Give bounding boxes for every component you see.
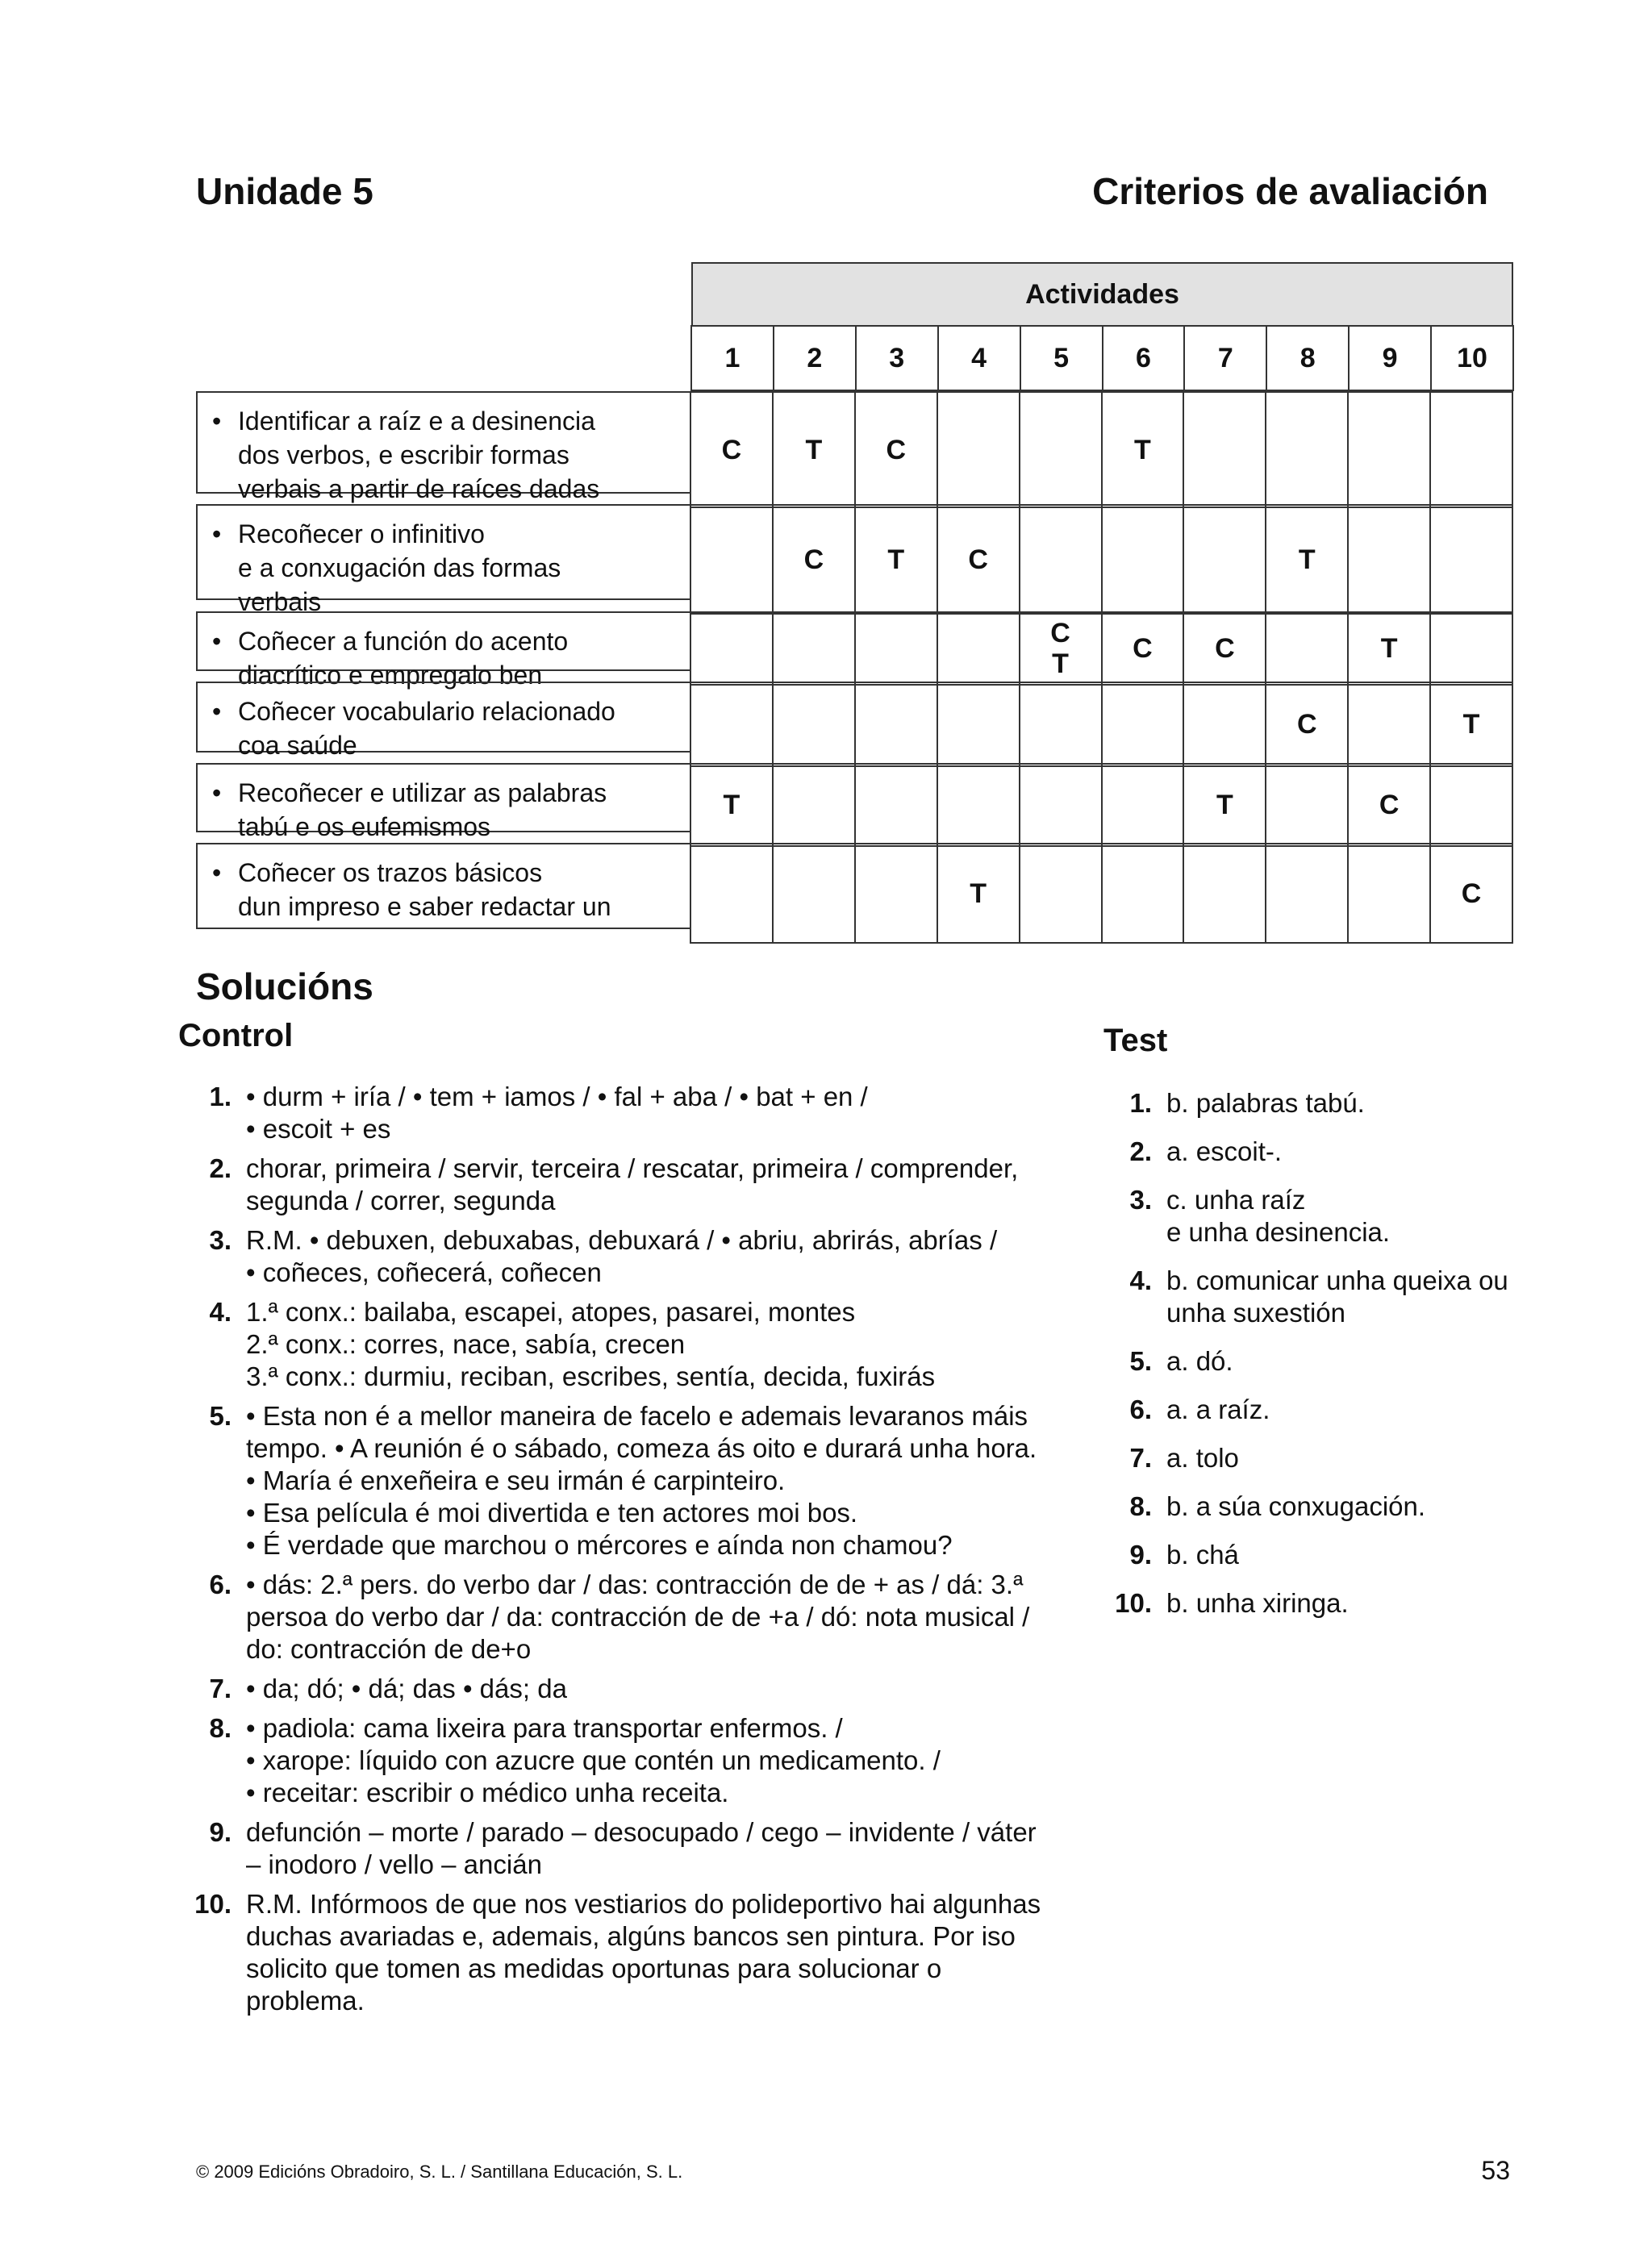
answer-text [1166,1490,1425,1523]
answer-line: • Esta non é a mellor maneira de facelo e ademais levaranos máis [246,1401,1028,1431]
answer-line: • xarope: líquido con azucre que contén un medicamento. / [246,1745,941,1775]
answer-number: 10. [1115,1588,1152,1618]
criteria-cells [691,611,1513,686]
unit-title: Unidade 5 [196,170,373,212]
answer-number: 2. [209,1153,232,1183]
criteria-cell [1183,504,1266,615]
criterion-text [196,843,691,929]
criterion-line: e a conxugación das formas [238,553,561,582]
criteria-cell [1347,504,1431,615]
answer-line: • dás: 2.ª pers. do verbo dar / das: contracción de de + as / dá: 3.ª [246,1570,1024,1599]
criteria-cell [1265,611,1349,686]
answer-line: • coñeces, coñecerá, coñecen [246,1257,602,1287]
criteria-cell: C [854,391,938,508]
criteria-cell [1429,763,1513,847]
criteria-cell [854,763,938,847]
criteria-cell [854,843,938,944]
criteria-cell [690,504,774,615]
answer-number: 10. [194,1889,232,1919]
answer-number: 9. [1129,1540,1152,1570]
activity-number: 5 [1020,325,1103,391]
answer-number: 1. [1129,1088,1152,1118]
answer-number: 3. [209,1225,232,1255]
test-answer [1103,1539,1587,1571]
criterion-line: coa saúde [238,731,357,760]
control-answer [178,1081,1082,1145]
criterion-line: Recoñecer o infinitivo [238,519,485,548]
test-answer [1103,1587,1587,1620]
answer-text [1166,1345,1233,1378]
answer-line: b. palabras tabú. [1166,1088,1365,1118]
control-answer [178,1712,1082,1809]
answer-text [1166,1587,1349,1620]
criterion-text [196,611,691,690]
criteria-cell: C T [1019,611,1103,686]
answer-line: do: contracción de de+o [246,1634,532,1664]
criteria-row [196,763,1513,847]
criteria-cell [1183,391,1266,508]
criteria-cell [1265,763,1349,847]
answer-line: • receitar: escribir o médico unha receita. [246,1778,729,1807]
answer-line: segunda / correr, segunda [246,1186,556,1215]
answer-line: R.M. Infórmoos de que nos vestiarios do polideportivo hai algunhas [246,1889,1041,1919]
answer-text [1166,1265,1508,1329]
control-answer [178,1296,1082,1393]
criterion-text [196,763,691,841]
answer-text [1166,1184,1390,1249]
criterion-text [196,504,691,616]
answer-line: problema. [246,1986,365,2016]
criteria-cell [1429,611,1513,686]
criteria-cell: T [772,391,856,508]
answer-text [1166,1394,1270,1426]
criteria-row [196,843,1513,944]
criteria-cell [690,843,774,944]
test-answer [1103,1087,1587,1119]
criterion-text [196,391,691,503]
criteria-row [196,611,1513,690]
criteria-cell [1347,391,1431,508]
criteria-cell: C [937,504,1020,615]
answer-text [1166,1539,1239,1571]
answer-line: 2.ª conx.: corres, nace, sabía, crecen [246,1329,686,1359]
criteria-cell: C [772,504,856,615]
control-answer [178,1224,1082,1289]
answer-text [1166,1087,1365,1119]
answer-text [246,1081,868,1145]
criteria-cell [1183,843,1266,944]
answer-line: • Esa película é moi divertida e ten actores moi bos. [246,1498,858,1528]
answer-number: 5. [209,1401,232,1431]
activity-number: 8 [1266,325,1350,391]
answer-number: 6. [1129,1395,1152,1424]
answer-line: 1.ª conx.: bailaba, escapei, atopes, pasarei, montes [246,1297,856,1327]
answer-text [246,1888,1041,2017]
answer-line: a. dó. [1166,1346,1233,1376]
criteria-cell: T [690,763,774,847]
answer-line: unha suxestión [1166,1298,1345,1328]
criteria-cell: T [1265,504,1349,615]
criterion-line: Coñecer a función do acento [238,627,569,656]
criteria-cell [1101,843,1185,944]
criteria-cell [772,843,856,944]
answer-number: 4. [209,1297,232,1327]
activity-number: 2 [773,325,857,391]
test-answer [1103,1265,1587,1329]
bullet-icon: • [212,406,222,436]
criteria-cell [854,682,938,767]
criterion-line: tabú e os eufemismos [238,812,491,841]
criteria-cell [937,611,1020,686]
criteria-cell [937,763,1020,847]
answer-line: • da; dó; • dá; das • dás; da [246,1674,567,1703]
criteria-cell [1347,843,1431,944]
criteria-cell: T [1429,682,1513,767]
answer-line: b. comunicar unha queixa ou [1166,1265,1508,1295]
criteria-row [196,682,1513,767]
control-title: Control [178,1018,294,1053]
answer-text [246,1296,935,1393]
criteria-cell [937,682,1020,767]
criteria-cell [1019,391,1103,508]
activity-number: 7 [1183,325,1267,391]
criteria-cell [854,611,938,686]
answer-text [1166,1442,1239,1474]
criteria-cell [1265,843,1349,944]
answer-line: – inodoro / vello – ancián [246,1849,542,1879]
answer-line: • durm + iría / • tem + iamos / • fal + aba / • bat + en / [246,1082,868,1111]
answer-number: 8. [209,1713,232,1743]
criteria-cell [1019,504,1103,615]
criteria-cell: C [1429,843,1513,944]
control-answer [178,1888,1082,2017]
test-answer [1103,1136,1587,1168]
answer-number: 8. [1129,1491,1152,1521]
test-answer [1103,1184,1587,1249]
answer-text [246,1400,1037,1561]
answer-line: e unha desinencia. [1166,1217,1391,1247]
test-answers-list [1103,1087,1587,1636]
answer-number: 5. [1129,1346,1152,1376]
bullet-icon: • [212,858,222,887]
criteria-cells [691,682,1513,767]
answer-text [246,1569,1029,1666]
criteria-row [196,391,1513,508]
criteria-cell [772,763,856,847]
page-number: 53 [1481,2156,1510,2185]
criteria-cell [1019,843,1103,944]
criteria-cell [1429,391,1513,508]
answer-line: 3.ª conx.: durmiu, reciban, escribes, sentía, decida, fuxirás [246,1361,936,1391]
criterion-line: dos verbos, e escribir formas [238,440,569,469]
answer-line: • María é enxeñeira e seu irmán é carpinteiro. [246,1465,786,1495]
solutions-title: Solucións [196,965,373,1007]
criterion-line: dun impreso e saber redactar un [238,892,611,921]
criterion-line: verbais a partir de raíces dadas [238,474,600,503]
criteria-cell: T [1347,611,1431,686]
test-answer [1103,1394,1587,1426]
answer-line: • É verdade que marchou o mércores e aínda non chamou? [246,1530,953,1560]
criterion-text [196,682,691,760]
criteria-cell: T [1101,391,1185,508]
criteria-cell [690,611,774,686]
bullet-icon: • [212,697,222,726]
criteria-cell: T [1183,763,1266,847]
criteria-cell [1429,504,1513,615]
answer-number: 9. [209,1817,232,1847]
control-answer [178,1153,1082,1217]
answer-text [246,1673,567,1705]
test-answer [1103,1345,1587,1378]
criterion-line: Coñecer os trazos básicos [238,858,543,887]
criteria-cell [1019,682,1103,767]
activity-number: 4 [937,325,1021,391]
answer-number: 4. [1129,1265,1152,1295]
criteria-cells [691,504,1513,615]
answer-line: a. tolo [1166,1443,1239,1473]
criteria-cell [1101,763,1185,847]
criteria-cell [1347,682,1431,767]
criteria-table [196,262,1513,944]
answer-text [1166,1136,1282,1168]
answer-line: R.M. • debuxen, debuxabas, debuxará / • abriu, abrirás, abrías / [246,1225,998,1255]
bullet-icon: • [212,627,222,656]
answer-line: solicito que tomen as medidas oportunas para solucionar o [246,1953,942,1983]
criteria-cell [1265,391,1349,508]
answer-line: a. a raíz. [1166,1395,1270,1424]
bullet-icon: • [212,519,222,548]
criterion-line: diacrítico e empregalo ben [238,661,543,690]
answer-number: 3. [1129,1185,1152,1215]
criterion-line: verbais [238,587,322,616]
answer-line: duchas avariadas e, ademais, algúns bancos sen pintura. Por iso [246,1921,1016,1951]
activity-number: 6 [1102,325,1186,391]
answer-number: 7. [1129,1443,1152,1473]
answer-number: 1. [209,1082,232,1111]
criteria-cell [1101,504,1185,615]
criteria-cell: C [1347,763,1431,847]
criteria-cell [690,682,774,767]
criteria-cell [1183,682,1266,767]
test-title: Test [1103,1023,1168,1058]
criteria-cell [1019,763,1103,847]
answer-text [246,1224,997,1289]
criteria-cells [691,843,1513,944]
criteria-cell [772,611,856,686]
criteria-cells [691,763,1513,847]
activity-numbers-row [691,325,1513,391]
criteria-cell: C [1183,611,1266,686]
criteria-cell [772,682,856,767]
answer-line: chorar, primeira / servir, terceira / rescatar, primeira / comprender, [246,1153,1019,1183]
test-answer [1103,1442,1587,1474]
answer-line: b. a súa conxugación. [1166,1491,1426,1521]
criteria-cells [691,391,1513,508]
answer-line: persoa do verbo dar / da: contracción de de +a / dó: nota musical / [246,1602,1030,1632]
answer-line: b. unha xiringa. [1166,1588,1349,1618]
control-answers-list [178,1081,1082,2024]
activities-header: Actividades [691,262,1513,327]
activity-number: 9 [1348,325,1432,391]
answer-text [246,1712,941,1809]
control-answer [178,1673,1082,1705]
criterion-line: Identificar a raíz e a desinencia [238,406,595,436]
answer-line: c. unha raíz [1166,1185,1306,1215]
control-answer [178,1400,1082,1561]
answer-line: • escoit + es [246,1114,391,1144]
control-answer [178,1569,1082,1666]
activity-number: 1 [690,325,774,391]
answer-number: 7. [209,1674,232,1703]
criteria-cell: T [854,504,938,615]
answer-number: 2. [1129,1136,1152,1166]
control-answer [178,1816,1082,1881]
criteria-cell: C [1101,611,1185,686]
activity-number: 10 [1430,325,1514,391]
activity-number: 3 [855,325,939,391]
criterion-line: Recoñecer e utilizar as palabras [238,778,607,807]
answer-text [246,1816,1037,1881]
answer-line: • padiola: cama lixeira para transportar enfermos. / [246,1713,843,1743]
answer-text [246,1153,1018,1217]
criteria-cell [1101,682,1185,767]
test-answer [1103,1490,1587,1523]
bullet-icon: • [212,778,222,807]
criteria-row [196,504,1513,615]
copyright: © 2009 Edicións Obradoiro, S. L. / Santillana Educación, S. L. [196,2162,683,2182]
section-title: Criterios de avaliación [1092,170,1488,212]
answer-line: tempo. • A reunión é o sábado, comeza ás oito e durará unha hora. [246,1433,1037,1463]
answer-line: a. escoit-. [1166,1136,1283,1166]
criteria-cell: C [1265,682,1349,767]
answer-line: defunción – morte / parado – desocupado / cego – invidente / váter [246,1817,1037,1847]
answer-number: 6. [209,1570,232,1599]
criterion-line: Coñecer vocabulario relacionado [238,697,615,726]
criteria-cell: C [690,391,774,508]
answer-line: b. chá [1166,1540,1239,1570]
criteria-cell [937,391,1020,508]
criteria-cell: T [937,843,1020,944]
